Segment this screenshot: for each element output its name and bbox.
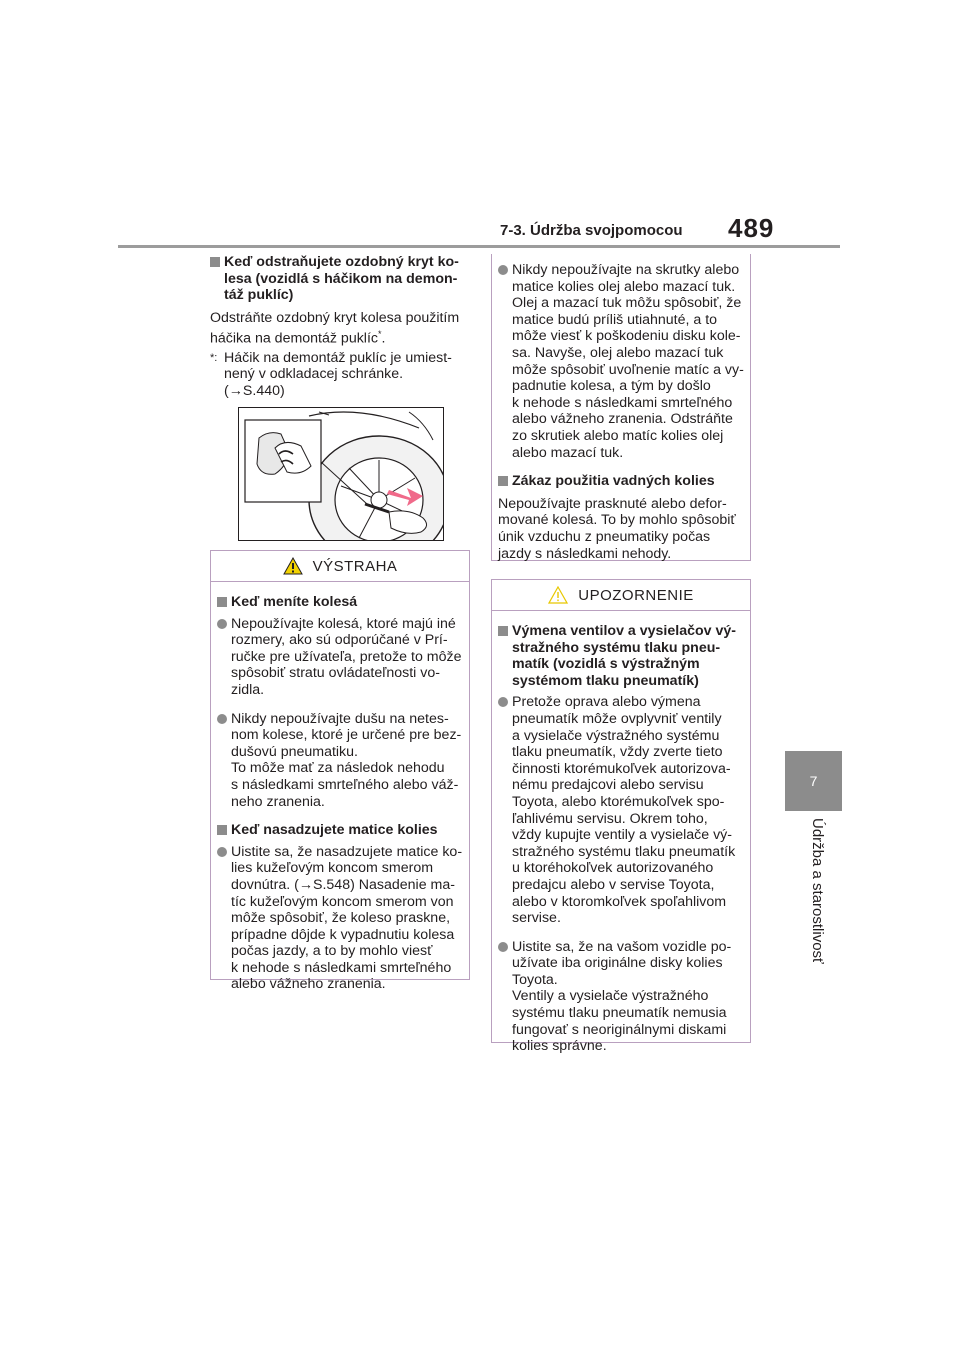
section-title: 7-3. Údržba svojpomocou bbox=[500, 222, 683, 239]
warning-box bbox=[210, 550, 470, 993]
section-heading bbox=[210, 254, 472, 304]
heading-line: Keď odstraňujete ozdobný kryt ko- bbox=[224, 254, 459, 270]
square-bullet-icon bbox=[498, 476, 508, 486]
left-column-intro bbox=[210, 254, 472, 399]
notice-box bbox=[491, 579, 751, 1055]
round-bullet-icon bbox=[217, 619, 227, 629]
footnote-line: nený v odkladacej schránke. bbox=[224, 366, 404, 383]
page-number: 489 bbox=[728, 213, 775, 243]
chapter-tab[interactable]: 7 bbox=[785, 751, 842, 811]
round-bullet-icon bbox=[498, 265, 508, 275]
square-bullet-icon bbox=[217, 597, 227, 607]
warning-subheading: Zákaz použitia vadných kolies bbox=[498, 473, 744, 490]
notice-subheading: Výmena ventilov a vysielačov vý- stražného systému tlaku pneu- matík (vozidlá s výstražným systémom tlaku pneumatík) bbox=[498, 623, 744, 689]
warning-bullet: Uistite sa, že nasadzujete matice ko- lies kužeľovým koncom smerom dovnútra. (→S.548) Nasadenie ma- tíc kužeľovým koncom smerom von môže spôsobiť, že koleso praskne, prípadne dôjde k vypadnutiu kolesa počas jazdy, a to by mohlo viesť k nehode s následkami smrteľného alebo vážneho zranenia. bbox=[217, 844, 463, 993]
heading-line: lesa (vozidlá s háčikom na demon- bbox=[224, 270, 458, 287]
footnote-page-link[interactable]: (→S.440) bbox=[224, 382, 285, 399]
warning-bullet: Nikdy nepoužívajte na skrutky alebo matice kolies olej alebo mazací tuk. Olej a mazací tuk môžu spôsobiť, že matice budú príliš utiahnuté, a to môže viesť k poškodeniu disku kole- sa. Navyše, olej alebo mazací tuk môže spôsobiť uvoľnenie matíc a vy- padnutie kolesa, a tým by došlo k nehode s následkami smrteľného alebo vážneho zranenia. Odstráňte zo skrutiek alebo matíc kolies olej alebo mazací tuk. bbox=[498, 262, 744, 461]
warning-box-header bbox=[211, 551, 469, 582]
notice-box-title: UPOZORNENIE bbox=[578, 586, 694, 604]
body-paragraph bbox=[210, 310, 472, 348]
warning-subheading: Keď nasadzujete matice kolies bbox=[217, 822, 463, 839]
footnote bbox=[210, 350, 472, 400]
warning-bullet: Nepoužívajte kolesá, ktoré majú iné rozmery, ako sú odporúčané v Prí- ručke pre užívateľa, pretože to môže spôsobiť stratu ovládateľnosti vo- zidla. bbox=[217, 616, 463, 699]
heading-line: táž puklíc) bbox=[224, 287, 294, 304]
warning-box-continued bbox=[491, 254, 751, 561]
round-bullet-icon bbox=[217, 847, 227, 857]
body-line: háčika na demontáž puklíc bbox=[210, 331, 378, 348]
wheel-illustration bbox=[239, 408, 443, 540]
round-bullet-icon bbox=[498, 697, 508, 707]
notice-bullet: Pretože oprava alebo výmena pneumatík môže ovplyvniť ventily a vysielače výstražného systému tlaku pneumatík, vždy zverte tieto činnosti ktorémukoľvek autorizova- nému predajcovi alebo servisu Toyota, alebo ktorémukoľvek spo- ľahlivému servisu. Okrem toho, vždy kupujte ventily a vysielače vý- stražného systému tlaku pneumatík u ktoréhokoľvek autorizovaného predajcu alebo v servise Toyota, alebo v ktoromkoľvek spoľahlivom servise. bbox=[498, 694, 744, 926]
warning-triangle-icon bbox=[283, 557, 303, 575]
round-bullet-icon bbox=[217, 714, 227, 724]
body-line: Odstráňte ozdobný kryt kolesa použitím bbox=[210, 309, 460, 326]
chapter-label: Údržba a starostlivosť bbox=[809, 818, 826, 964]
warning-paragraph: Nepoužívajte prasknuté alebo defor- mované kolesá. To by mohlo spôsobiť únik vzduchu z pneumatiky počas jazdy s následkami nehody. bbox=[498, 495, 736, 562]
header-divider bbox=[118, 245, 840, 248]
footnote-line: Háčik na demontáž puklíc je umiest- bbox=[224, 349, 452, 366]
hubcap-removal-illustration bbox=[238, 407, 444, 541]
notice-box-header bbox=[492, 580, 750, 611]
square-bullet-icon bbox=[498, 626, 508, 636]
caution-triangle-icon bbox=[548, 586, 568, 604]
square-bullet-icon bbox=[210, 257, 220, 267]
warning-bullet: Nikdy nepoužívajte dušu na netes- nom kolese, ktoré je určené pre bez- dušovú pneumatiku. To môže mať za následok nehodu s následkami smrteľného alebo váž- neho zranenia. bbox=[217, 711, 463, 811]
warning-subheading: Keď meníte kolesá bbox=[217, 594, 463, 611]
footnote-marker: *: bbox=[210, 351, 218, 364]
square-bullet-icon bbox=[217, 825, 227, 835]
notice-bullet: Uistite sa, že na vašom vozidle po- užívate iba originálne disky kolies Toyota. Ventily a vysielače výstražného systému tlaku pneumatík nemusia fungovať s neoriginálnymi diskami kolies správne. bbox=[498, 939, 744, 1055]
round-bullet-icon bbox=[498, 942, 508, 952]
period: . bbox=[381, 331, 386, 348]
footnote-mark: * bbox=[378, 329, 382, 340]
warning-box-title: VÝSTRAHA bbox=[312, 557, 398, 575]
